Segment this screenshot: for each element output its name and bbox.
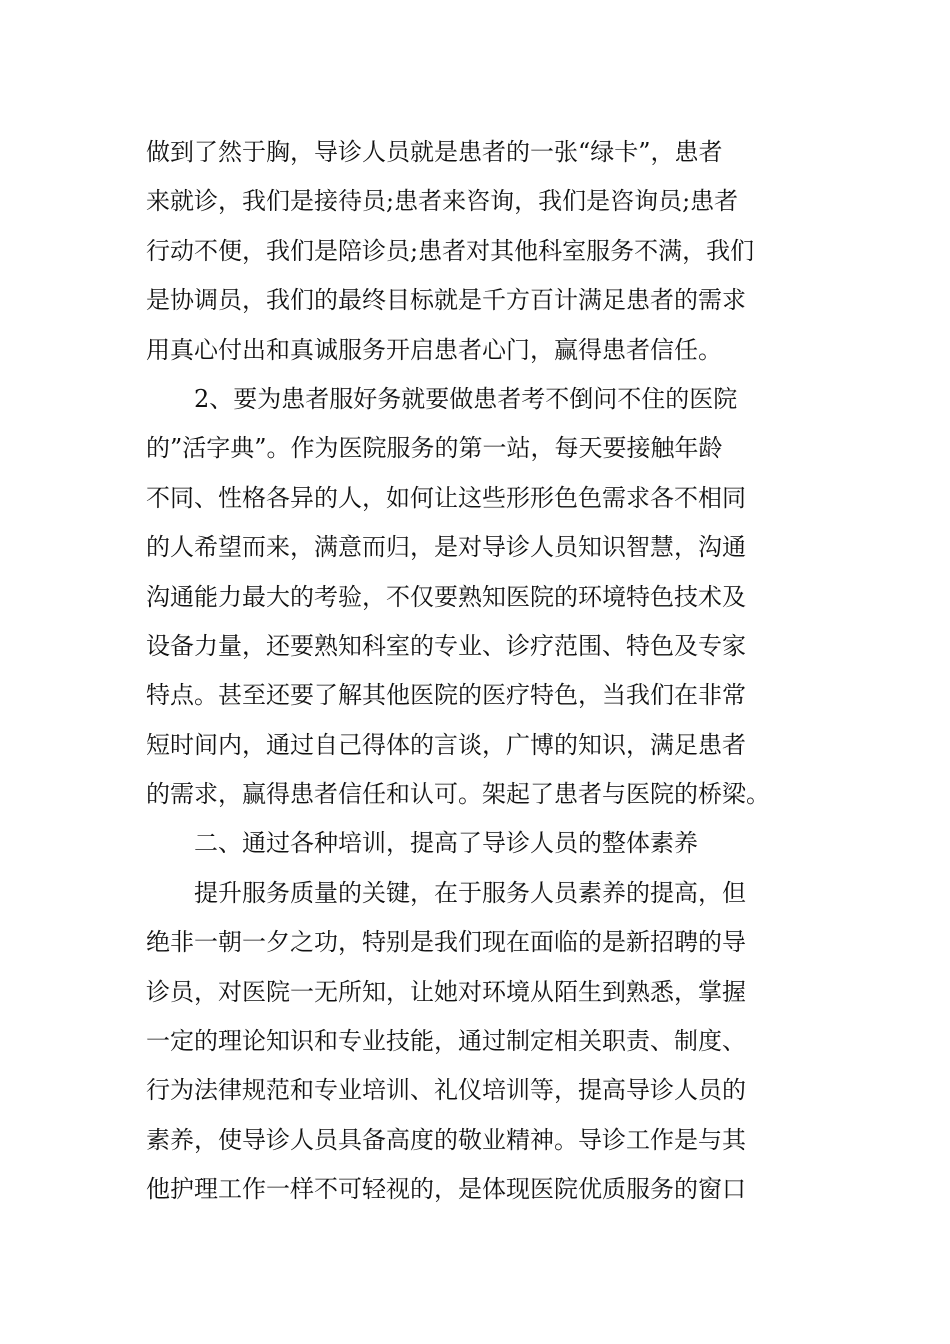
- text-line: 特点。甚至还要了解其他医院的医疗特色，当我们在非常: [146, 681, 746, 710]
- text-line: 沟通能力最大的考验，不仅要熟知医院的环境特色技术及: [146, 582, 746, 611]
- text-line: 提升服务质量的关键，在于服务人员素养的提高，但: [194, 878, 746, 907]
- text-line: 用真心付出和真诚服务开启患者心门，赢得患者信任。: [146, 335, 722, 364]
- text-line: 的人希望而来，满意而归，是对导诊人员知识智慧，沟通: [146, 533, 746, 562]
- text-line: 做到了然于胸，导诊人员就是患者的一张“绿卡”，患者: [146, 138, 723, 166]
- body-text: [146, 128, 811, 1215]
- text-line: 2、要为患者服好务就要做患者考不倒问不住的医院: [194, 384, 738, 413]
- text-line: 行动不便，我们是陪诊员;患者对其他科室服务不满，我们: [146, 236, 755, 265]
- text-line: 不同、性格各异的人，如何让这些形形色色需求各不相同: [146, 483, 746, 512]
- text-line: 一定的理论知识和专业技能，通过制定相关职责、制度、: [146, 1027, 746, 1056]
- text-line: 二、通过各种培训，提高了导诊人员的整体素养: [194, 829, 698, 858]
- text-line: 来就诊，我们是接待员;患者来咨询，我们是咨询员;患者: [146, 187, 739, 216]
- text-line: 素养，使导诊人员具备高度的敬业精神。导诊工作是与其: [146, 1125, 746, 1154]
- text-line: 的”活字典”。作为医院服务的第一站，每天要接触年龄: [146, 434, 723, 463]
- text-line: 绝非一朝一夕之功，特别是我们现在面临的是新招聘的导: [146, 928, 746, 957]
- text-line: 是协调员，我们的最终目标就是千方百计满足患者的需求: [146, 286, 746, 315]
- text-line: 的需求，赢得患者信任和认可。架起了患者与医院的桥梁。: [146, 780, 770, 809]
- text-line: 行为法律规范和专业培训、礼仪培训等，提高导诊人员的: [146, 1076, 746, 1105]
- text-line: 短时间内，通过自己得体的言谈，广博的知识，满足患者: [146, 730, 746, 759]
- text-line: 诊员，对医院一无所知，让她对环境从陌生到熟悉，掌握: [146, 977, 746, 1006]
- text-line: 他护理工作一样不可轻视的，是体现医院优质服务的窗口: [146, 1175, 746, 1204]
- text-line: 设备力量，还要熟知科室的专业、诊疗范围、特色及专家: [146, 631, 746, 660]
